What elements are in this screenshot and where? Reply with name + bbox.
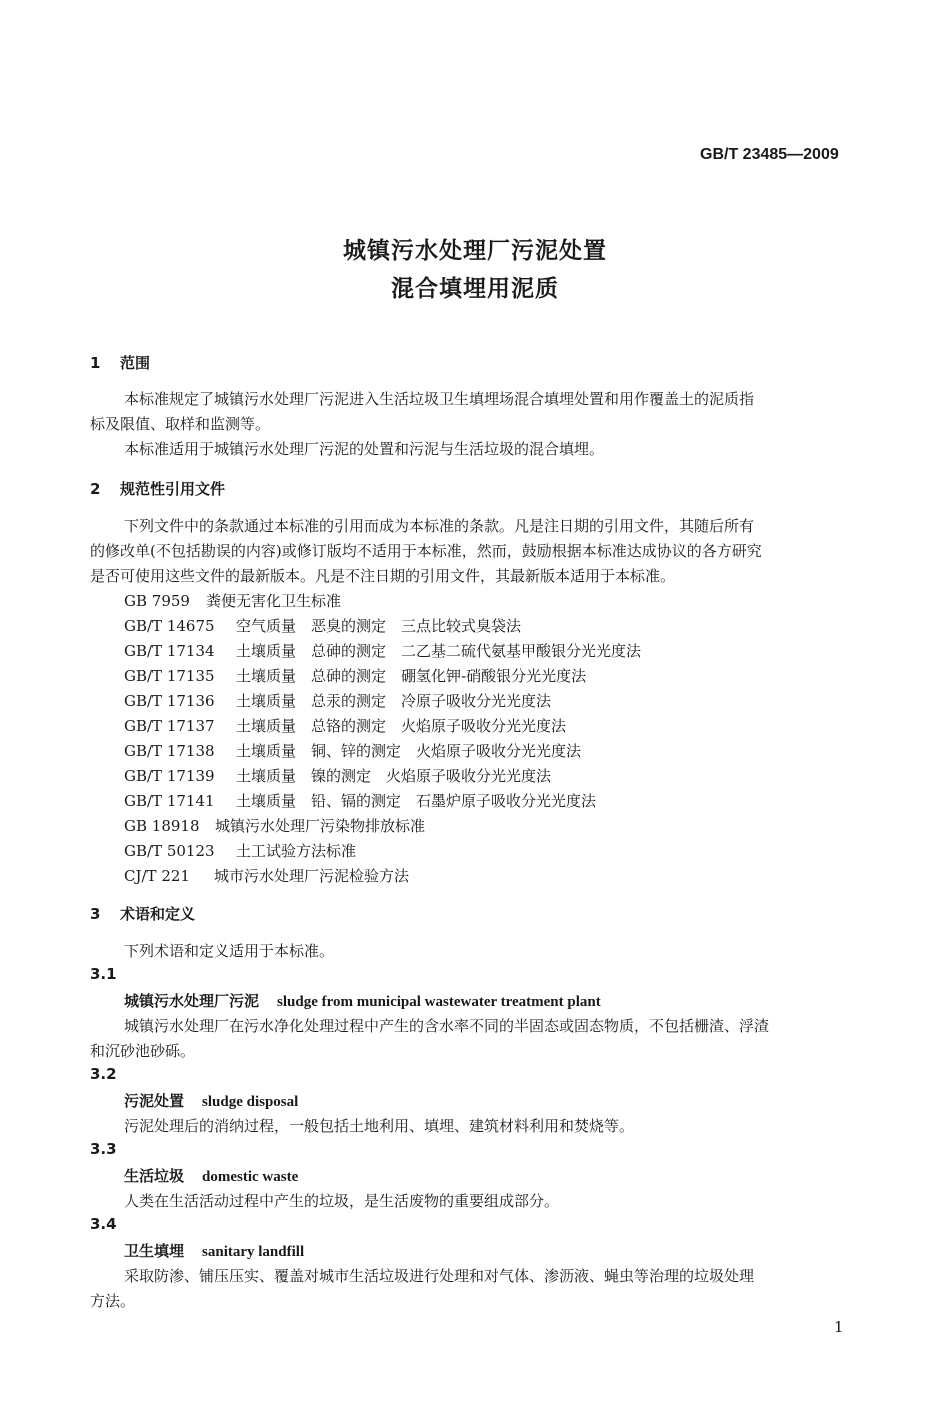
reference-title: 城镇污水处理厂污染物排放标准 — [215, 817, 426, 835]
term-chinese: 卫生填埋 — [124, 1242, 185, 1260]
paragraph-line: 的修改单(不包括勘误的内容)或修订版均不适用于本标准，然而，鼓励根据本标准达成协议的各方研究 — [90, 542, 762, 560]
reference-title: 空气质量 恶臭的测定 三点比较式臭袋法 — [236, 617, 522, 635]
term-entry — [124, 1165, 298, 1186]
term-english: sanitary landfill — [202, 1244, 305, 1260]
reference-code: GB/T 17136 — [124, 692, 215, 710]
section-1-heading — [90, 352, 150, 373]
reference-title: 土壤质量 镍的测定 火焰原子吸收分光光度法 — [236, 767, 552, 785]
reference-title: 土工试验方法标准 — [236, 842, 357, 860]
term-definition: 和沉砂池砂砾。 — [90, 1042, 196, 1060]
section-number: 2 — [90, 480, 101, 498]
term-entry — [124, 990, 601, 1011]
term-number: 3.2 — [90, 1065, 117, 1083]
paragraph-line: 本标准规定了城镇污水处理厂污泥进入生活垃圾卫生填埋场混合填埋处置和用作覆盖土的泥质指 — [124, 390, 755, 408]
term-chinese: 城镇污水处理厂污泥 — [124, 992, 260, 1010]
section-title: 规范性引用文件 — [120, 480, 226, 498]
reference-code: GB/T 17137 — [124, 717, 215, 735]
reference-item — [124, 590, 341, 611]
reference-code: GB/T 17139 — [124, 767, 215, 785]
reference-item — [124, 740, 581, 761]
reference-code: GB/T 50123 — [124, 842, 215, 860]
standard-number: GB/T 23485—2009 — [700, 146, 839, 163]
term-english: sludge disposal — [202, 1094, 299, 1110]
reference-code: CJ/T 221 — [124, 867, 190, 885]
reference-item — [124, 840, 356, 861]
reference-item — [124, 790, 596, 811]
reference-item — [124, 640, 641, 661]
reference-item — [124, 715, 566, 736]
reference-item — [124, 865, 409, 886]
reference-item — [124, 690, 551, 711]
document-title-line2: 混合填埋用泥质 — [391, 275, 559, 302]
term-number: 3.3 — [90, 1140, 117, 1158]
reference-title: 土壤质量 铜、锌的测定 火焰原子吸收分光光度法 — [236, 742, 582, 760]
section-number: 3 — [90, 905, 101, 923]
section-number: 1 — [90, 354, 101, 372]
reference-title: 土壤质量 总汞的测定 冷原子吸收分光光度法 — [236, 692, 552, 710]
term-entry — [124, 1240, 304, 1261]
document-title-line1: 城镇污水处理厂污泥处置 — [343, 237, 607, 264]
term-definition: 方法。 — [90, 1292, 136, 1310]
reference-title: 土壤质量 铅、镉的测定 石墨炉原子吸收分光光度法 — [236, 792, 597, 810]
section-2-heading — [90, 478, 225, 499]
reference-item — [124, 815, 425, 836]
reference-item — [124, 665, 586, 686]
reference-code: GB 7959 — [124, 592, 190, 610]
section-title: 范围 — [120, 354, 151, 372]
term-definition: 城镇污水处理厂在污水净化处理过程中产生的含水率不同的半固态或固态物质，不包括栅渣、浮渣 — [124, 1017, 770, 1035]
reference-code: GB/T 17134 — [124, 642, 215, 660]
term-entry — [124, 1090, 298, 1111]
term-chinese: 污泥处置 — [124, 1092, 185, 1110]
page-number: 1 — [834, 1318, 844, 1336]
paragraph-line: 下列术语和定义适用于本标准。 — [124, 942, 335, 960]
reference-code: GB/T 17135 — [124, 667, 215, 685]
reference-code: GB/T 14675 — [124, 617, 215, 635]
term-number: 3.1 — [90, 965, 117, 983]
reference-code: GB/T 17141 — [124, 792, 215, 810]
paragraph-line: 下列文件中的条款通过本标准的引用而成为本标准的条款。凡是注日期的引用文件，其随后所有 — [124, 517, 755, 535]
term-english: domestic waste — [202, 1169, 299, 1185]
reference-title: 城市污水处理厂污泥检验方法 — [214, 867, 410, 885]
reference-title: 土壤质量 总铬的测定 火焰原子吸收分光光度法 — [236, 717, 567, 735]
section-title: 术语和定义 — [120, 905, 196, 923]
term-definition: 采取防渗、铺压压实、覆盖对城市生活垃圾进行处理和对气体、渗沥液、蝇虫等治理的垃圾处理 — [124, 1267, 755, 1285]
reference-item — [124, 765, 551, 786]
term-definition: 污泥处理后的消纳过程，一般包括土地利用、填埋、建筑材料利用和焚烧等。 — [124, 1117, 635, 1135]
term-english: sludge from municipal wastewater treatment plant — [277, 994, 601, 1010]
section-3-heading — [90, 903, 195, 924]
term-number: 3.4 — [90, 1215, 117, 1233]
paragraph-line: 本标准适用于城镇污水处理厂污泥的处置和污泥与生活垃圾的混合填埋。 — [124, 440, 605, 458]
reference-item — [124, 615, 521, 636]
reference-code: GB/T 17138 — [124, 742, 215, 760]
reference-title: 土壤质量 总砷的测定 硼氢化钾-硝酸银分光光度法 — [236, 667, 587, 685]
term-definition: 人类在生活活动过程中产生的垃圾，是生活废物的重要组成部分。 — [124, 1192, 560, 1210]
reference-title: 土壤质量 总砷的测定 二乙基二硫代氨基甲酸银分光光度法 — [236, 642, 642, 660]
paragraph-line: 标及限值、取样和监测等。 — [90, 415, 271, 433]
paragraph-line: 是否可使用这些文件的最新版本。凡是不注日期的引用文件，其最新版本适用于本标准。 — [90, 567, 676, 585]
reference-code: GB 18918 — [124, 817, 200, 835]
term-chinese: 生活垃圾 — [124, 1167, 185, 1185]
reference-title: 粪便无害化卫生标准 — [206, 592, 342, 610]
